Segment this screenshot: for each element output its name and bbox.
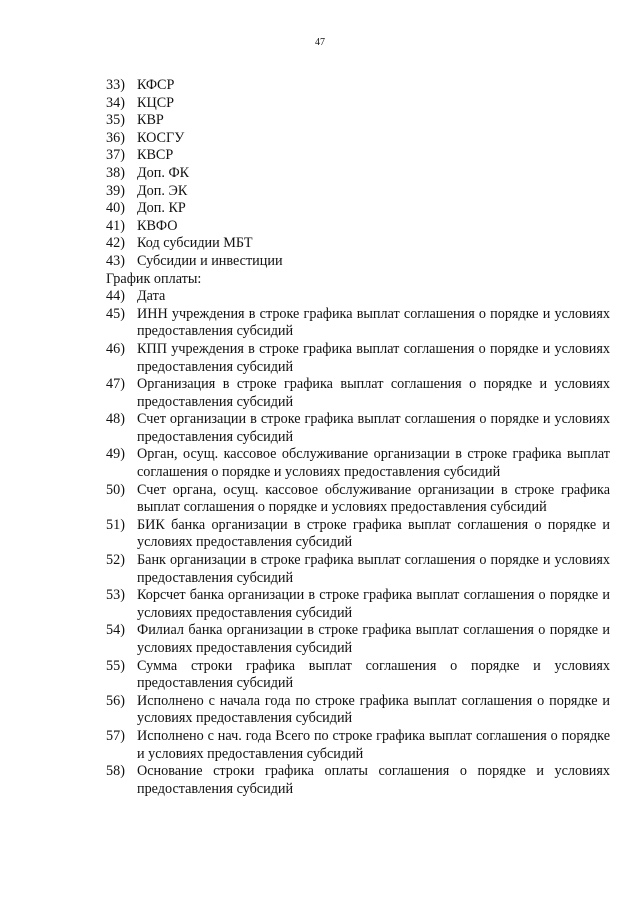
list-item xyxy=(106,411,610,446)
list-item-text: Банк организации в строке графика выплат соглашения о порядке и условиях предоставления субсидий xyxy=(137,552,610,586)
list-item xyxy=(106,587,610,622)
list-item-text: Счет организации в строке графика выплат соглашения о порядке и условиях предоставления субсидий xyxy=(137,411,610,445)
list-item-number: 43) xyxy=(106,252,125,269)
list-item-text: КВФО xyxy=(137,217,178,234)
list-item-text: БИК банка организации в строке графика выплат соглашения о порядке и условиях предоставления субсидий xyxy=(137,516,610,551)
list-item-number: 51) xyxy=(106,516,125,533)
list-item xyxy=(106,77,610,95)
list-item xyxy=(106,183,610,201)
list-item-text: Орган, осущ. кассовое обслуживание организации в строке графика выплат соглашения о порядке и условиях предоставления субсидий xyxy=(137,446,610,481)
list-item-text: Основание строки графика оплаты соглашения о порядке и условиях предоставления субсидий xyxy=(137,763,610,797)
list-item-number: 47) xyxy=(106,376,125,393)
list-item xyxy=(106,130,610,148)
list-item-text: Дата xyxy=(137,288,166,305)
section-heading: График оплаты: xyxy=(106,270,202,287)
list-item-text: КЦСР xyxy=(137,94,175,111)
list-item-text: КВСР xyxy=(137,147,174,164)
list-item xyxy=(106,95,610,113)
list-item xyxy=(106,218,610,236)
list-item xyxy=(106,200,610,218)
list-item xyxy=(106,446,610,481)
list-item-number: 50) xyxy=(106,481,125,498)
list-item xyxy=(106,728,610,763)
list-item xyxy=(106,552,610,587)
list-item-number: 38) xyxy=(106,164,125,181)
list-item-number: 52) xyxy=(106,552,125,569)
list-item xyxy=(106,482,610,517)
list-item-text: Исполнено с начала года по строке графика выплат соглашения о порядке и условиях предоставления субсидий xyxy=(137,692,610,727)
list-item xyxy=(106,341,610,376)
list-item xyxy=(106,376,610,411)
list-item-number: 58) xyxy=(106,763,125,780)
list-item-number: 54) xyxy=(106,622,125,639)
list-item-number: 45) xyxy=(106,305,125,322)
list-item-text: КОСГУ xyxy=(137,129,185,146)
list-item xyxy=(106,622,610,657)
list-item-text: Код субсидии МБТ xyxy=(137,235,253,252)
list-item-number: 39) xyxy=(106,182,125,199)
field-list-part-1 xyxy=(106,77,610,271)
list-item xyxy=(106,693,610,728)
list-item xyxy=(106,147,610,165)
list-item-text: Сумма строки графика выплат соглашения о порядке и условиях предоставления субсидий xyxy=(137,657,610,692)
list-item xyxy=(106,763,610,798)
list-item-text: Корсчет банка организации в строке графика выплат соглашения о порядке и условиях предоставления субсидий xyxy=(137,587,610,621)
list-item-text: КВР xyxy=(137,112,164,129)
list-item-number: 53) xyxy=(106,587,125,604)
list-item xyxy=(106,517,610,552)
list-item-number: 48) xyxy=(106,411,125,428)
list-item-number: 49) xyxy=(106,446,125,463)
list-item-text: Филиал банка организации в строке графика выплат соглашения о порядке и условиях предоставления субсидий xyxy=(137,622,610,656)
list-item-number: 34) xyxy=(106,94,125,111)
list-item-text: Доп. КР xyxy=(137,200,186,217)
list-item-text: Субсидии и инвестиции xyxy=(137,252,283,269)
list-item-number: 41) xyxy=(106,217,125,234)
list-item-number: 46) xyxy=(106,340,125,357)
list-item-text: КФСР xyxy=(137,77,175,93)
list-item xyxy=(106,112,610,130)
list-item-text: Исполнено с нач. года Всего по строке графика выплат соглашения о порядке и условиях предоставления субсидий xyxy=(137,727,610,762)
list-item-number: 40) xyxy=(106,200,125,217)
list-item-number: 56) xyxy=(106,692,125,709)
list-item-number: 55) xyxy=(106,657,125,674)
list-item xyxy=(106,165,610,183)
page-number: 47 xyxy=(315,37,325,48)
list-item-number: 44) xyxy=(106,288,125,305)
list-item-number: 36) xyxy=(106,129,125,146)
list-item-text: Счет органа, осущ. кассовое обслуживание организации в строке графика выплат соглашения о порядке и условиях предоставления субсидий xyxy=(137,481,610,516)
document-body xyxy=(106,77,610,798)
list-item-number: 35) xyxy=(106,112,125,129)
list-item-number: 57) xyxy=(106,727,125,744)
list-item xyxy=(106,288,610,306)
list-item xyxy=(106,306,610,341)
list-item-text: Доп. ЭК xyxy=(137,182,188,199)
list-item xyxy=(106,658,610,693)
list-item xyxy=(106,253,610,271)
list-item-number: 37) xyxy=(106,147,125,164)
list-item xyxy=(106,235,610,253)
list-item-text: ИНН учреждения в строке графика выплат соглашения о порядке и условиях предоставления субсидий xyxy=(137,305,610,340)
list-item-number: 42) xyxy=(106,235,125,252)
field-list-part-2 xyxy=(106,288,610,798)
list-item-number: 33) xyxy=(106,77,125,93)
list-item-text: КПП учреждения в строке графика выплат соглашения о порядке и условиях предоставления субсидий xyxy=(137,340,610,375)
list-item-text: Организация в строке графика выплат соглашения о порядке и условиях предоставления субсидий xyxy=(137,376,610,410)
list-item-text: Доп. ФК xyxy=(137,164,190,181)
